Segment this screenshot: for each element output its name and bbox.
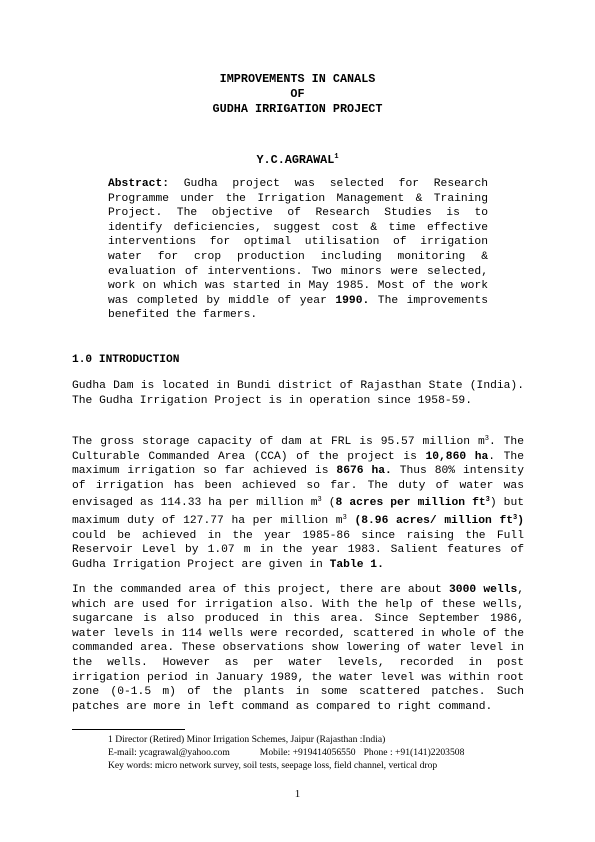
intro-paragraph-1: Gudha Dam is located in Bundi district of Rajasthan State (India). The Gudha Irrigation Project is in operation since 1958-59. <box>72 380 524 407</box>
footnote-contact <box>108 746 538 759</box>
text-run: (8.96 acres/ million ft <box>354 514 514 527</box>
title-line-1: IMPROVEMENTS IN CANALS <box>219 72 376 86</box>
bold-wells-count: 3000 wells <box>449 584 518 596</box>
text-run: Thus 80% intensity of irrigation has been achieved so far. The duty of water was envisaged as 114.33 ha per million m <box>72 465 525 510</box>
author-name: Y.C.AGRAWAL <box>256 153 335 167</box>
abstract-label: Abstract: <box>108 178 170 190</box>
section-heading: 1.0 INTRODUCTION <box>72 354 180 366</box>
text-run: ( <box>321 497 336 510</box>
footnote <box>108 733 538 772</box>
superscript: 3 <box>484 435 489 443</box>
footnote-phone: Phone : +91(141)2203508 <box>363 747 465 758</box>
table-reference: Table 1. <box>329 558 384 571</box>
author-footnote-mark: 1 <box>334 153 339 161</box>
bold-max-duty-value <box>354 515 524 527</box>
text-run: In the commanded area of this project, there are about <box>72 584 450 596</box>
text-run: ) <box>517 514 525 527</box>
bold-cca-value: 10,860 ha <box>425 450 489 463</box>
abstract-year: 1990. <box>335 294 370 307</box>
superscript: 3 <box>317 496 322 505</box>
text-run: . The maximum irrigation so far achieved is <box>72 450 524 478</box>
superscript: 3 <box>513 513 518 522</box>
bold-irrigation-value: 8676 ha. <box>336 465 392 478</box>
footnote-keywords: Key words: micro network survey, soil tests, seepage loss, field channel, vertical drop <box>108 760 438 771</box>
text-run: The gross storage capacity of dam at FRL is 95.57 million m <box>72 436 485 448</box>
footnote-affiliation: 1 Director (Retired) Minor Irrigation Schemes, Jaipur (Rajasthan :India) <box>108 734 386 745</box>
bold-duty-value <box>336 497 490 509</box>
footnote-rule <box>72 729 185 730</box>
abstract-text: Gudha project was selected for Research Programme under the Irrigation Management & Training Project. The objective of Research Studies is to identify deficiencies, suggest cost & time effective interventions for optimal utilisation of irrigation water for crop production including monitoring & evaluation of interventions. Two minors were selected, work on which was started in May 1985. Most of the work was completed by middle of year <box>108 178 488 307</box>
intro-paragraph-2 <box>72 432 524 572</box>
page-number: 1 <box>294 788 301 800</box>
abstract-text-end: The improvements benefited the farmers. <box>108 294 489 322</box>
text-run: , which are used for irrigation also. With the help of these wells, sugarcane is also produced in this area. Since September 1986, water levels in 114 wells were recorded, scattered in whole of the commanded area. These observations show lowering of water level in the wells. However as per water levels, recorded in post irrigation period in January 1989, the water level was within root zone (0-1.5 m) of the plants in some scattered patches. Such patches are more in left command as compared to right command. <box>72 584 525 713</box>
text-run: 8 acres per million ft <box>335 497 486 510</box>
text-run: could be achieved in the year 1985-86 since raising the Full Reservoir Level by 1.07 m in the year 1983. Salient features of Gudha Irrigation Project are given in <box>72 529 524 571</box>
intro-paragraph-3 <box>72 583 524 714</box>
paper-title <box>0 72 595 117</box>
superscript: 3 <box>342 513 347 522</box>
title-line-3: GUDHA IRRIGATION PROJECT <box>212 102 383 116</box>
title-line-2: OF <box>290 87 305 101</box>
footnote-email: E-mail: ycagrawal@yahoo.com <box>108 747 230 758</box>
text-run: . The Culturable Commanded Area (CCA) of the project is <box>72 436 524 463</box>
footnote-mobile: Mobile: +919414056550 <box>259 747 356 758</box>
author-line <box>0 150 595 168</box>
superscript: 3 <box>485 496 490 505</box>
text-run: ) but maximum duty of 127.77 ha per million m <box>72 497 524 527</box>
abstract <box>108 177 488 323</box>
